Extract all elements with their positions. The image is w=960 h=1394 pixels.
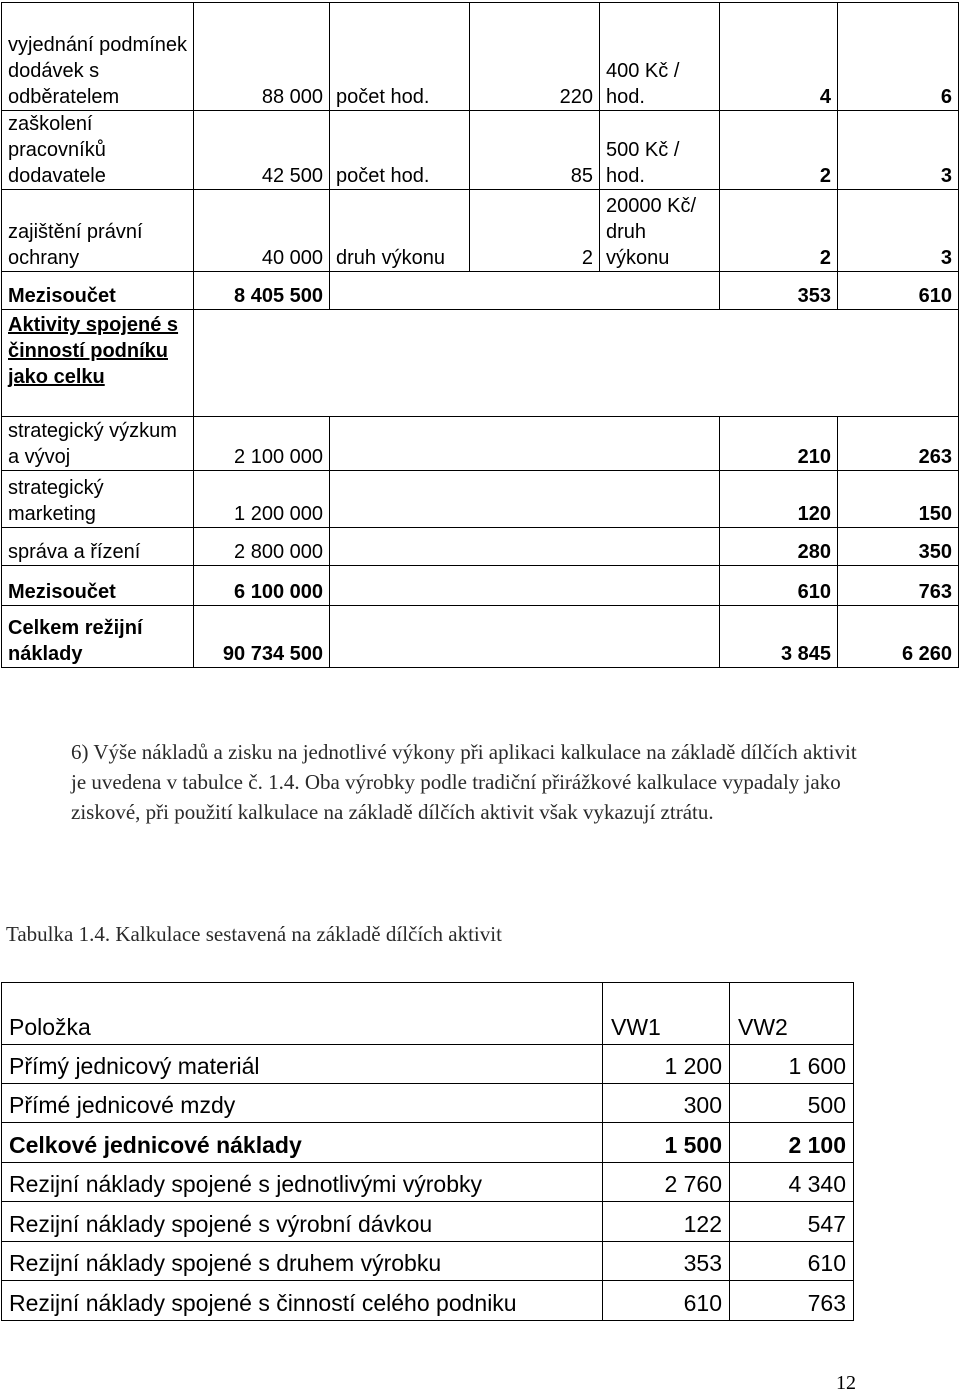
subtotal-label: Mezisoučet (2, 272, 194, 310)
row-vw1: 2 760 (603, 1163, 730, 1202)
activity-cost-table (1, 2, 959, 668)
activity-label: zaškolení pracovníků dodavatele (2, 111, 194, 190)
row-vw1: 122 (603, 1202, 730, 1242)
activity-rate: 400 Kč / hod. (600, 3, 720, 111)
row-item: Přímý jednicový materiál (2, 1045, 603, 1084)
table-row (2, 1281, 854, 1321)
header-vw2: VW2 (730, 983, 854, 1045)
row-vw2: 610 (730, 1242, 854, 1281)
table-row (2, 1084, 854, 1123)
activity-amount: 88 000 (194, 3, 330, 111)
empty-cell (330, 566, 720, 606)
header-item: Položka (2, 983, 603, 1045)
table-row (2, 1242, 854, 1281)
activity-label: vyjednání podmínek dodávek s odběratelem (2, 3, 194, 111)
table-row (2, 471, 959, 528)
activity-qty: 85 (470, 111, 600, 190)
activity-amount: 1 200 000 (194, 471, 330, 528)
calculation-table (1, 982, 854, 1321)
total-label: Celkem režijní náklady (2, 606, 194, 668)
row-vw2: 500 (730, 1084, 854, 1123)
activity-vw2: 3 (838, 190, 959, 272)
page-number: 12 (836, 1372, 856, 1394)
table-row (2, 1202, 854, 1242)
row-vw2: 1 600 (730, 1045, 854, 1084)
row-item: Rezijní náklady spojené s činností celého podniku (2, 1281, 603, 1321)
empty-cell (330, 417, 720, 471)
activity-vw2: 350 (838, 528, 959, 566)
row-vw2: 4 340 (730, 1163, 854, 1202)
activity-amount: 40 000 (194, 190, 330, 272)
subtotal-row (2, 566, 959, 606)
subtotal-vw2: 763 (838, 566, 959, 606)
table-caption: Tabulka 1.4. Kalkulace sestavená na základě dílčích aktivit (6, 922, 502, 946)
subtotal-vw1: 610 (720, 566, 838, 606)
table-row (2, 3, 959, 111)
activity-vw1: 210 (720, 417, 838, 471)
activity-qty: 2 (470, 190, 600, 272)
empty-cell (330, 528, 720, 566)
subtotal-vw2: 610 (838, 272, 959, 310)
section-heading: Aktivity spojené s činností podníku jako celku (2, 310, 194, 417)
subtotal-row (2, 272, 959, 310)
total-amount: 90 734 500 (194, 606, 330, 668)
empty-cell (330, 272, 720, 310)
activity-unit: počet hod. (330, 111, 470, 190)
activity-rate: 20000 Kč/ druh výkonu (600, 190, 720, 272)
row-vw1: 1 500 (603, 1123, 730, 1163)
row-item: Rezijní náklady spojené s výrobní dávkou (2, 1202, 603, 1242)
row-vw2: 547 (730, 1202, 854, 1242)
activity-amount: 42 500 (194, 111, 330, 190)
activity-label: strategický marketing (2, 471, 194, 528)
subtotal-label: Mezisoučet (2, 566, 194, 606)
table-row (2, 190, 959, 272)
activity-label: zajištění právní ochrany (2, 190, 194, 272)
row-item: Rezijní náklady spojené s jednotlivými výrobky (2, 1163, 603, 1202)
total-vw2: 6 260 (838, 606, 959, 668)
activity-label: správa a řízení (2, 528, 194, 566)
body-paragraph: 6) Výše nákladů a zisku na jednotlivé výkony při aplikaci kalkulace na základě dílčích aktivit je uvedena v tabulce č. 1.4. Oba výrobky podle tradiční přirážkové kalkulace vypadaly jako ziskové, při použití kalkulace na základě dílčích aktivit však vykazují ztrátu. (71, 740, 857, 824)
activity-vw2: 6 (838, 3, 959, 111)
row-item: Přímé jednicové mzdy (2, 1084, 603, 1123)
row-vw1: 353 (603, 1242, 730, 1281)
table-row (2, 1123, 854, 1163)
activity-vw2: 150 (838, 471, 959, 528)
activity-vw1: 280 (720, 528, 838, 566)
activity-vw2: 263 (838, 417, 959, 471)
activity-amount: 2 100 000 (194, 417, 330, 471)
activity-vw1: 120 (720, 471, 838, 528)
row-vw2: 763 (730, 1281, 854, 1321)
activity-vw2: 3 (838, 111, 959, 190)
subtotal-vw1: 353 (720, 272, 838, 310)
empty-cell (330, 471, 720, 528)
total-vw1: 3 845 (720, 606, 838, 668)
activity-rate: 500 Kč / hod. (600, 111, 720, 190)
table-row (2, 1045, 854, 1084)
activity-vw1: 2 (720, 111, 838, 190)
table-row (2, 111, 959, 190)
activity-qty: 220 (470, 3, 600, 111)
empty-cell (194, 310, 959, 417)
row-vw1: 1 200 (603, 1045, 730, 1084)
empty-cell (330, 606, 720, 668)
row-vw1: 300 (603, 1084, 730, 1123)
row-item: Celkové jednicové náklady (2, 1123, 603, 1163)
activity-unit: druh výkonu (330, 190, 470, 272)
activity-label: strategický výzkum a vývoj (2, 417, 194, 471)
table-header-row (2, 983, 854, 1045)
row-vw1: 610 (603, 1281, 730, 1321)
subtotal-amount: 8 405 500 (194, 272, 330, 310)
total-row (2, 606, 959, 668)
activity-unit: počet hod. (330, 3, 470, 111)
activity-amount: 2 800 000 (194, 528, 330, 566)
activity-vw1: 4 (720, 3, 838, 111)
row-vw2: 2 100 (730, 1123, 854, 1163)
header-vw1: VW1 (603, 983, 730, 1045)
activity-vw1: 2 (720, 190, 838, 272)
table-row (2, 1163, 854, 1202)
row-item: Rezijní náklady spojené s druhem výrobku (2, 1242, 603, 1281)
table-row (2, 417, 959, 471)
table-row (2, 528, 959, 566)
section-heading-row (2, 310, 959, 417)
subtotal-amount: 6 100 000 (194, 566, 330, 606)
